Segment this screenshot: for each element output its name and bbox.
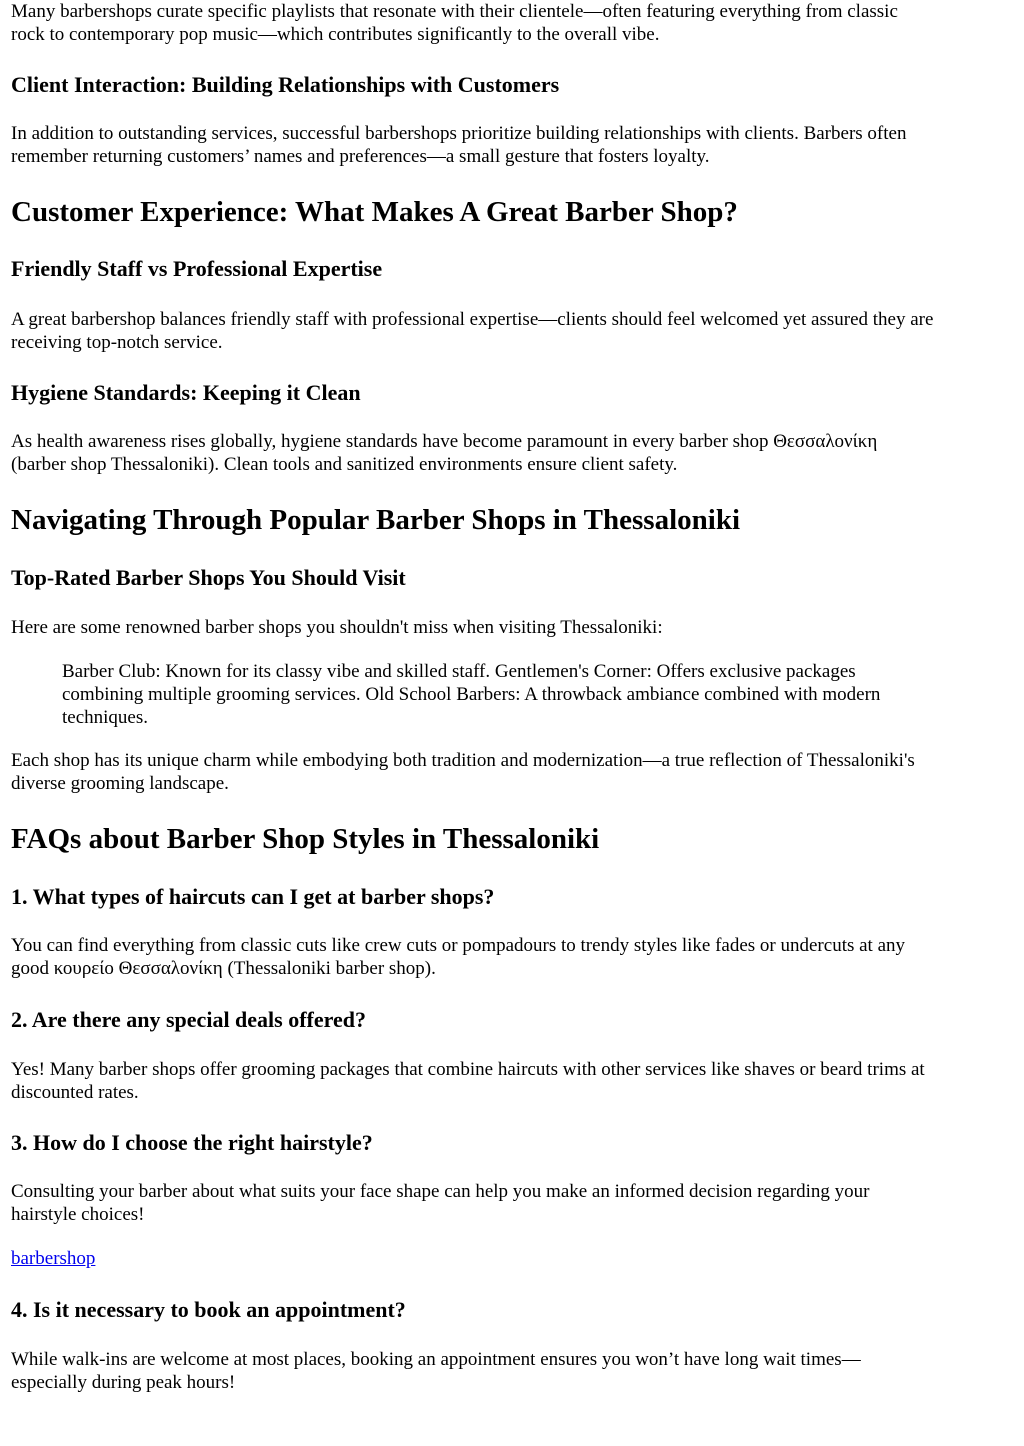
blockquote-shops-line-1: Barber Club: Known for its classy vibe and skilled staff. Gentlemen's Corner: Offers exclusive packages <box>62 661 856 682</box>
barbershop-link[interactable]: barbershop <box>11 1248 96 1269</box>
heading-top-rated-shops: Top-Rated Barber Shops You Should Visit <box>11 565 406 590</box>
faq-4-question: 4. Is it necessary to book an appointment? <box>11 1297 406 1322</box>
faq-1-answer-line-1: You can find everything from classic cuts like crew cuts or pompadours to trendy styles like fades or undercuts at any <box>11 935 906 956</box>
faq-3-answer-line-2: hairstyle choices! <box>11 1204 145 1225</box>
heading-friendly-staff: Friendly Staff vs Professional Expertise <box>11 256 383 281</box>
paragraph-client-interaction-line-2: remember returning customers’ names and preferences—a small gesture that fosters loyalty. <box>11 146 710 167</box>
barbershop-link-paragraph <box>11 1247 95 1271</box>
faq-4-answer-line-2: especially during peak hours! <box>11 1372 236 1393</box>
paragraph-each-shop-line-2: diverse grooming landscape. <box>11 773 229 794</box>
heading-client-interaction: Client Interaction: Building Relationships with Customers <box>11 72 560 97</box>
faq-3-answer-line-1: Consulting your barber about what suits your face shape can help you make an informed decision regarding your <box>11 1181 870 1202</box>
paragraph-playlists-line-1: Many barbershops curate specific playlists that resonate with their clientele—often featuring everything from classic <box>11 1 898 22</box>
paragraph-here-are: Here are some renowned barber shops you shouldn't miss when visiting Thessaloniki: <box>11 617 663 638</box>
faq-2-answer-line-2: discounted rates. <box>11 1082 139 1103</box>
heading-hygiene-standards: Hygiene Standards: Keeping it Clean <box>11 380 361 405</box>
blockquote-shops-line-3: techniques. <box>62 707 149 728</box>
heading-faqs: FAQs about Barber Shop Styles in Thessaloniki <box>11 823 600 855</box>
paragraph-hygiene-line-1: As health awareness rises globally, hygiene standards have become paramount in every barber shop Θεσσαλονίκη <box>11 431 878 452</box>
faq-2-answer-line-1: Yes! Many barber shops offer grooming packages that combine haircuts with other services like shaves or beard trims at <box>11 1059 925 1080</box>
paragraph-friendly-staff-line-2: receiving top-notch service. <box>11 332 223 353</box>
heading-navigating-barber-shops: Navigating Through Popular Barber Shops in Thessaloniki <box>11 504 741 536</box>
faq-3-question: 3. How do I choose the right hairstyle? <box>11 1130 373 1155</box>
paragraph-client-interaction-line-1: In addition to outstanding services, successful barbershops prioritize building relationships with clients. Barbers often <box>11 123 907 144</box>
blockquote-shops-line-2: combining multiple grooming services. Old School Barbers: A throwback ambiance combined with modern <box>62 684 881 705</box>
paragraph-playlists-line-2: rock to contemporary pop music—which contributes significantly to the overall vibe. <box>11 24 660 45</box>
faq-2-question: 2. Are there any special deals offered? <box>11 1007 367 1032</box>
faq-1-question: 1. What types of haircuts can I get at barber shops? <box>11 884 495 909</box>
heading-customer-experience: Customer Experience: What Makes A Great Barber Shop? <box>11 196 738 228</box>
faq-1-answer-line-2: good κουρείο Θεσσαλονίκη (Thessaloniki barber shop). <box>11 958 436 979</box>
paragraph-hygiene-line-2: (barber shop Thessaloniki). Clean tools and sanitized environments ensure client safety. <box>11 454 678 475</box>
faq-4-answer-line-1: While walk-ins are welcome at most places, booking an appointment ensures you won’t have long wait times— <box>11 1349 861 1370</box>
paragraph-each-shop-line-1: Each shop has its unique charm while embodying both tradition and modernization—a true reflection of Thessaloniki's <box>11 750 915 771</box>
paragraph-friendly-staff-line-1: A great barbershop balances friendly staff with professional expertise—clients should feel welcomed yet assured they are <box>11 309 934 330</box>
